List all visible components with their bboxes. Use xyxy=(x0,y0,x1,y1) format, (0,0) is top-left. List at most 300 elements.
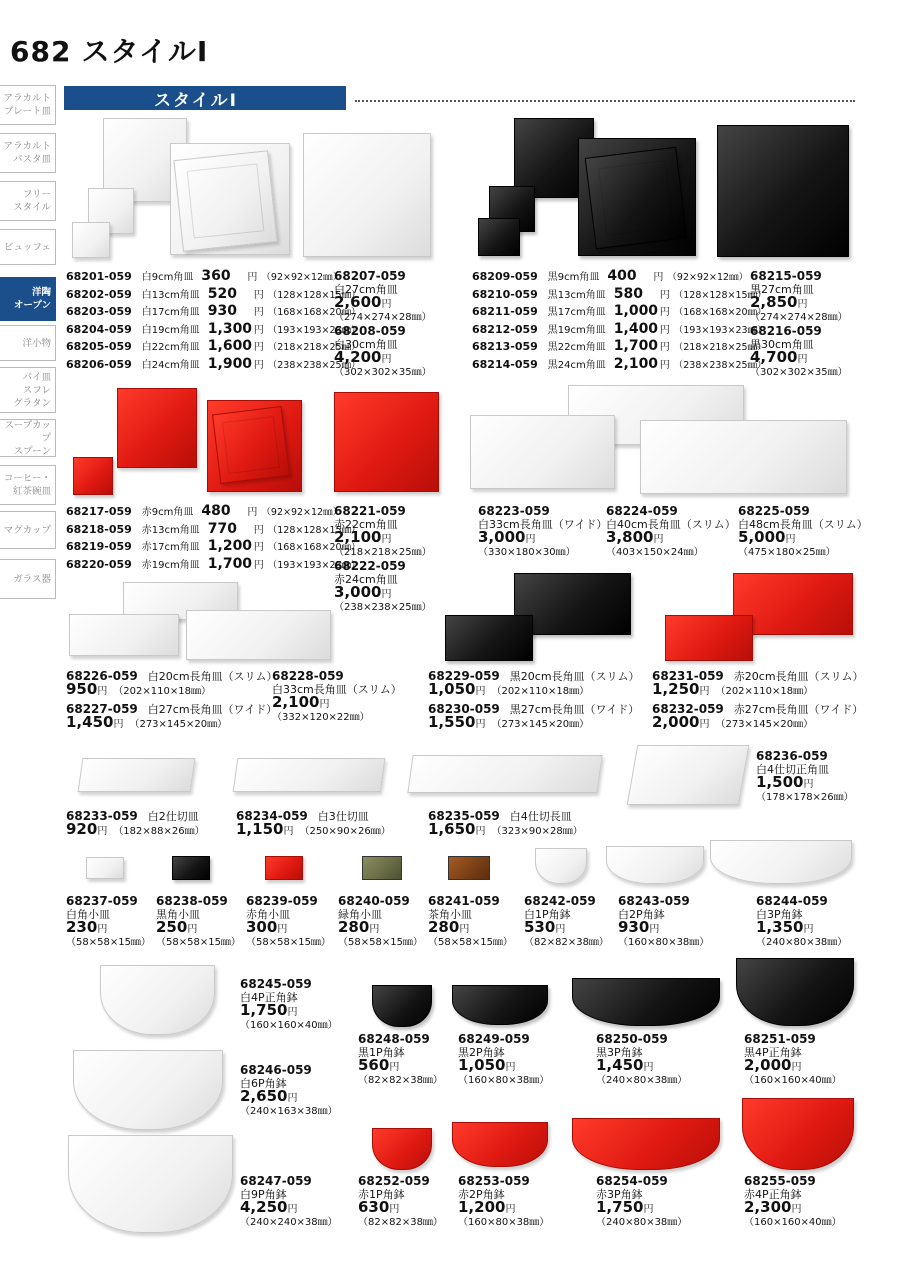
product-name: 黒4P正角鉢 xyxy=(744,1046,802,1059)
product-dimensions: （58×58×15㎜） xyxy=(66,937,151,948)
side-tab-11[interactable]: ガラス器 xyxy=(0,559,56,599)
brown-small-plate-image xyxy=(448,856,490,880)
price-unit: 円 xyxy=(797,354,808,365)
product-code: 68253-059 xyxy=(458,1174,530,1188)
section-divider xyxy=(355,100,855,102)
product-row xyxy=(66,338,361,357)
product-block xyxy=(744,1033,842,1087)
red-bowl-image xyxy=(372,1128,432,1170)
price-unit: 円 xyxy=(659,324,670,336)
product-code: 68224-059 xyxy=(606,504,678,518)
product-code: 68225-059 xyxy=(738,504,810,518)
product-dimensions: （238×238×25㎜） xyxy=(673,360,767,371)
product-price: 280 xyxy=(338,918,370,936)
product-price: 1,600 xyxy=(207,338,253,355)
product-name: 白9cm角皿 xyxy=(141,272,194,283)
red-square-plate-image xyxy=(73,457,113,495)
product-code: 68212-059 xyxy=(472,322,538,336)
product-price: 1,250 xyxy=(652,680,700,698)
product-price: 2,000 xyxy=(652,713,700,731)
product-price: 230 xyxy=(66,918,98,936)
product-name: 白4仕切正角皿 xyxy=(756,763,829,776)
product-code: 68207-059 xyxy=(334,269,406,283)
white-square-plate-image xyxy=(173,150,277,251)
product-name: 白17cm角皿 xyxy=(141,307,200,319)
product-code: 68237-059 xyxy=(66,894,138,908)
product-row xyxy=(472,338,767,357)
price-unit: 円 xyxy=(381,299,392,310)
white-bowl-image xyxy=(100,965,215,1035)
product-dimensions: （160×160×40㎜） xyxy=(240,1020,338,1031)
product-price-line xyxy=(272,693,402,711)
price-unit: 円 xyxy=(253,289,264,301)
product-price: 480 xyxy=(201,503,231,519)
product-price: 1,350 xyxy=(756,918,804,936)
product-block xyxy=(606,505,736,559)
price-unit: 円 xyxy=(475,719,486,730)
white-small-plate-image xyxy=(86,857,124,879)
product-code: 68243-059 xyxy=(618,894,690,908)
product-price: 4,700 xyxy=(750,348,798,366)
product-price: 2,300 xyxy=(744,1198,792,1216)
product-name: 赤角小皿 xyxy=(246,908,290,921)
product-name: 黒27cm長角皿（ワイド） xyxy=(509,703,640,716)
product-name: 黒24cm角皿 xyxy=(547,360,606,371)
product-block xyxy=(652,703,863,731)
side-tab-5[interactable]: 洋陶 オープン xyxy=(0,277,56,321)
product-price: 1,150 xyxy=(236,820,284,838)
white-square-plate-image xyxy=(72,222,110,258)
black-bowl-image xyxy=(372,985,432,1027)
product-dimensions: （238×238×25㎜） xyxy=(334,602,432,613)
product-code: 68211-059 xyxy=(472,305,538,319)
product-code: 68248-059 xyxy=(358,1032,430,1046)
white-bowl-image xyxy=(73,1050,223,1130)
product-block xyxy=(738,505,868,559)
price-unit: 円 xyxy=(659,342,670,354)
product-row xyxy=(66,303,361,322)
side-tab-4[interactable]: ビュッフェ xyxy=(0,229,56,265)
product-dimensions: （82×82×38㎜） xyxy=(358,1217,443,1228)
price-unit: 円 xyxy=(791,1062,802,1073)
product-block xyxy=(652,670,864,698)
product-price: 4,200 xyxy=(334,348,382,366)
white-long-plate-image xyxy=(470,415,615,489)
product-code: 68223-059 xyxy=(478,504,550,518)
product-code: 68226-059 xyxy=(66,669,138,683)
product-dimensions: （274×274×28㎜） xyxy=(334,312,432,323)
product-block xyxy=(524,895,609,949)
product-name: 黒3P角鉢 xyxy=(596,1046,643,1059)
product-block xyxy=(458,1175,549,1229)
product-code: 68204-059 xyxy=(66,322,132,336)
product-price: 3,800 xyxy=(606,528,654,546)
product-name: 黒9cm角皿 xyxy=(547,272,600,283)
product-dimensions: （332×120×22㎜） xyxy=(272,712,370,723)
product-code: 68215-059 xyxy=(750,269,822,283)
product-price: 3,000 xyxy=(478,528,526,546)
white-bowl-image xyxy=(535,848,587,884)
product-code: 68217-059 xyxy=(66,505,132,518)
black-bowl-image xyxy=(736,958,854,1026)
product-name: 白9P角鉢 xyxy=(240,1188,287,1201)
product-dimensions: （240×80×38㎜） xyxy=(596,1217,688,1228)
product-name: 赤22cm角皿 xyxy=(334,518,398,531)
product-code: 68231-059 xyxy=(652,669,724,683)
product-dimensions: （193×193×23㎜） xyxy=(673,324,767,336)
product-price-line xyxy=(66,680,278,698)
side-tab-1[interactable]: アラカルト プレート皿 xyxy=(0,85,56,125)
product-row xyxy=(66,556,361,575)
product-price: 2,100 xyxy=(334,528,382,546)
product-dimensions: （218×218×25㎜） xyxy=(334,547,432,558)
price-unit: 円 xyxy=(283,826,294,837)
product-price: 560 xyxy=(358,1056,390,1074)
product-code: 68247-059 xyxy=(240,1174,312,1188)
product-dimensions: （182×88×26㎜） xyxy=(113,826,205,837)
product-name: 白4仕切長皿 xyxy=(509,810,572,823)
product-name: 赤19cm角皿 xyxy=(141,559,200,571)
price-unit: 円 xyxy=(797,299,808,310)
section-title-bar xyxy=(64,86,346,110)
product-name: 赤20cm長角皿（スリム） xyxy=(733,670,864,683)
product-row xyxy=(66,321,361,340)
product-name: 茶角小皿 xyxy=(428,908,472,921)
product-block xyxy=(66,810,205,838)
black-long-plate-image xyxy=(445,615,533,661)
product-row xyxy=(66,503,342,522)
product-price-line xyxy=(744,1056,842,1074)
product-name: 赤24cm角皿 xyxy=(334,573,398,586)
product-price-line xyxy=(458,1198,549,1216)
product-price-line xyxy=(750,348,848,366)
product-name: 白20cm長角皿（スリム） xyxy=(147,670,278,683)
product-block xyxy=(246,895,331,949)
side-tab-3[interactable]: フリー スタイル xyxy=(0,181,56,221)
price-unit: 円 xyxy=(699,686,710,697)
price-unit: 円 xyxy=(97,924,108,935)
product-block xyxy=(750,270,848,324)
product-block xyxy=(428,703,639,731)
product-row xyxy=(472,321,767,340)
product-code: 68216-059 xyxy=(750,324,822,338)
product-name: 赤3P角鉢 xyxy=(596,1188,643,1201)
side-tab-10[interactable]: マグカップ xyxy=(0,511,56,549)
price-unit: 円 xyxy=(803,924,814,935)
product-code: 68245-059 xyxy=(240,977,312,991)
product-code: 68240-059 xyxy=(338,894,410,908)
product-name: 白3P角鉢 xyxy=(756,908,803,921)
red-bowl-image xyxy=(452,1122,548,1167)
price-unit: 円 xyxy=(381,354,392,365)
black-square-plate-image xyxy=(585,147,688,250)
price-unit: 円 xyxy=(113,719,124,730)
product-dimensions: （160×80×38㎜） xyxy=(458,1217,550,1228)
product-dimensions: （202×110×18㎜） xyxy=(715,686,814,697)
product-dimensions: （178×178×26㎜） xyxy=(756,792,854,803)
product-dimensions: （330×180×30㎜） xyxy=(478,547,576,558)
product-price: 2,650 xyxy=(240,1087,288,1105)
side-tab-6[interactable]: 洋小物 xyxy=(0,325,56,361)
price-unit: 円 xyxy=(659,360,670,371)
page-heading: スタイルⅠ xyxy=(81,35,209,68)
product-price-line xyxy=(66,918,151,936)
price-unit: 円 xyxy=(253,307,264,319)
product-price: 1,450 xyxy=(596,1056,644,1074)
product-name: 黒1P角鉢 xyxy=(358,1046,405,1059)
product-price: 5,000 xyxy=(738,528,786,546)
product-dimensions: （58×58×15㎜） xyxy=(338,937,423,948)
product-code: 68254-059 xyxy=(596,1174,668,1188)
side-tab-2[interactable]: アラカルト パスタ皿 xyxy=(0,133,56,173)
product-block xyxy=(358,1175,443,1229)
green-small-plate-image xyxy=(362,856,402,880)
product-code: 68235-059 xyxy=(428,809,500,823)
price-unit: 円 xyxy=(253,559,264,571)
product-name: 黒2P角鉢 xyxy=(458,1046,505,1059)
page-title xyxy=(10,30,208,70)
product-code: 68241-059 xyxy=(428,894,500,908)
product-row xyxy=(472,303,767,322)
price-unit: 円 xyxy=(389,1204,400,1215)
product-block xyxy=(596,1175,687,1229)
product-block xyxy=(428,670,640,698)
product-code: 68250-059 xyxy=(596,1032,668,1046)
white-large-plate-image xyxy=(303,133,431,257)
product-dimensions: （193×193×23㎜） xyxy=(267,559,361,571)
product-price-line xyxy=(606,528,736,546)
price-unit: 円 xyxy=(97,826,108,837)
product-code: 68239-059 xyxy=(246,894,318,908)
product-block xyxy=(334,270,432,324)
white-bowl-image xyxy=(68,1135,233,1233)
product-price-line xyxy=(334,293,432,311)
product-dimensions: （128×128×15㎜） xyxy=(267,289,361,301)
product-dimensions: （302×302×35㎜） xyxy=(334,367,432,378)
product-price: 400 xyxy=(607,268,637,284)
product-name: 黒22cm角皿 xyxy=(547,342,606,354)
product-code: 68218-059 xyxy=(66,522,132,536)
white-divided-plate-image xyxy=(78,758,196,792)
product-price-line xyxy=(334,348,432,366)
product-price: 770 xyxy=(207,520,237,537)
product-code: 68206-059 xyxy=(66,358,132,371)
product-code: 68242-059 xyxy=(524,894,596,908)
product-price: 1,700 xyxy=(207,555,253,572)
product-dimensions: （302×302×35㎜） xyxy=(750,367,848,378)
product-name: 白2仕切皿 xyxy=(147,810,199,823)
product-row xyxy=(472,268,748,287)
product-name: 黒20cm長角皿（スリム） xyxy=(509,670,640,683)
product-price-line xyxy=(334,528,432,546)
page-number: 682 xyxy=(10,35,72,68)
product-name: 黒13cm角皿 xyxy=(547,289,606,301)
product-price: 1,900 xyxy=(207,356,253,372)
product-code: 68244-059 xyxy=(756,894,828,908)
product-dimensions: （475×180×25㎜） xyxy=(738,547,836,558)
product-dimensions: （240×163×38㎜） xyxy=(240,1106,338,1117)
price-unit: 円 xyxy=(505,1062,516,1073)
product-block xyxy=(240,1175,338,1229)
product-code: 68230-059 xyxy=(428,702,500,716)
product-price: 1,400 xyxy=(613,320,659,337)
product-row xyxy=(66,356,361,375)
product-code: 68221-059 xyxy=(334,504,406,518)
product-name: 白30cm角皿 xyxy=(334,338,398,351)
price-unit: 円 xyxy=(319,699,330,710)
price-unit: 円 xyxy=(803,779,814,790)
product-price: 1,750 xyxy=(596,1198,644,1216)
product-price-line xyxy=(240,1198,338,1216)
product-dimensions: （274×274×28㎜） xyxy=(750,312,848,323)
price-unit: 円 xyxy=(791,1204,802,1215)
price-unit: 円 xyxy=(247,272,258,283)
product-name: 赤13cm角皿 xyxy=(141,524,200,536)
price-unit: 円 xyxy=(287,1007,298,1018)
black-small-plate-image xyxy=(172,856,210,880)
product-code: 68252-059 xyxy=(358,1174,430,1188)
product-code: 68208-059 xyxy=(334,324,406,338)
product-dimensions: （273×145×20㎜） xyxy=(129,719,228,730)
product-dimensions: （273×145×20㎜） xyxy=(491,719,590,730)
product-block xyxy=(756,750,854,804)
price-unit: 円 xyxy=(659,307,670,319)
product-price-line xyxy=(428,713,639,731)
product-name: 白33cm長角皿（ワイド） xyxy=(478,518,608,531)
product-name: 緑角小皿 xyxy=(338,908,382,921)
product-dimensions: （218×218×25㎜） xyxy=(673,342,767,354)
product-dimensions: （82×82×38㎜） xyxy=(524,937,609,948)
product-code: 68238-059 xyxy=(156,894,228,908)
product-price-line xyxy=(750,293,848,311)
product-price: 300 xyxy=(246,918,278,936)
product-dimensions: （128×128×15㎜） xyxy=(267,524,361,536)
product-price: 520 xyxy=(207,285,237,302)
product-price: 250 xyxy=(156,918,188,936)
product-block xyxy=(66,895,151,949)
product-block xyxy=(618,895,709,949)
white-divided-plate-image xyxy=(233,758,386,792)
product-code: 68236-059 xyxy=(756,749,828,763)
product-dimensions: （240×240×38㎜） xyxy=(240,1217,338,1228)
product-block xyxy=(428,895,513,949)
product-price: 4,250 xyxy=(240,1198,288,1216)
product-block xyxy=(338,895,423,949)
product-price-line xyxy=(652,713,863,731)
price-unit: 円 xyxy=(381,534,392,545)
price-unit: 円 xyxy=(253,360,264,371)
white-long-plate-image xyxy=(69,614,179,656)
red-large-plate-image xyxy=(334,392,439,492)
side-tab-8[interactable]: スープカップ スプーン xyxy=(0,419,56,457)
product-dimensions: （58×58×15㎜） xyxy=(428,937,513,948)
product-price: 1,550 xyxy=(428,713,476,731)
product-name: 赤17cm角皿 xyxy=(141,542,200,554)
product-price-line xyxy=(596,1056,687,1074)
product-head xyxy=(66,670,278,683)
product-dimensions: （218×218×25㎜） xyxy=(267,342,361,354)
price-unit: 円 xyxy=(699,719,710,730)
product-dimensions: （273×145×20㎜） xyxy=(715,719,814,730)
product-dimensions: （202×110×18㎜） xyxy=(491,686,590,697)
product-block xyxy=(334,325,432,379)
price-unit: 円 xyxy=(253,542,264,554)
product-price-line xyxy=(66,713,277,731)
price-unit: 円 xyxy=(459,924,470,935)
product-dimensions: （238×238×25㎜） xyxy=(267,360,361,371)
red-square-plate-image xyxy=(117,388,197,468)
price-unit: 円 xyxy=(389,1062,400,1073)
product-price-line xyxy=(428,680,640,698)
product-code: 68229-059 xyxy=(428,669,500,683)
price-unit: 円 xyxy=(253,524,264,536)
product-dimensions: （168×168×20㎜） xyxy=(267,542,361,554)
product-price: 1,750 xyxy=(240,1001,288,1019)
side-tab-9[interactable]: コーヒー・ 紅茶碗皿 xyxy=(0,465,56,505)
product-dimensions: （160×160×40㎜） xyxy=(744,1075,842,1086)
product-block xyxy=(66,670,278,698)
product-price: 930 xyxy=(207,303,237,320)
product-dimensions: （202×110×18㎜） xyxy=(113,686,211,697)
product-price-line xyxy=(428,820,583,838)
price-unit: 円 xyxy=(253,324,264,336)
product-name: 黒27cm角皿 xyxy=(750,283,814,296)
product-price: 1,000 xyxy=(613,303,659,320)
product-code: 68201-059 xyxy=(66,270,132,283)
product-code: 68203-059 xyxy=(66,305,132,319)
red-small-plate-image xyxy=(265,856,303,880)
product-name: 白2P角鉢 xyxy=(618,908,665,921)
product-price-line xyxy=(358,1198,443,1216)
product-name: 白33cm長角皿（スリム） xyxy=(272,683,402,696)
price-unit: 円 xyxy=(659,289,670,301)
price-unit: 円 xyxy=(643,1062,654,1073)
product-block xyxy=(66,703,277,731)
red-square-plate-image xyxy=(212,406,290,484)
product-price: 1,200 xyxy=(207,538,253,555)
side-tab-7[interactable]: パイ皿 スフレ グラタン xyxy=(0,367,56,413)
product-block xyxy=(272,670,402,724)
product-price: 580 xyxy=(613,285,643,302)
product-name: 白22cm角皿 xyxy=(141,342,200,354)
product-block xyxy=(358,1033,443,1087)
product-price-line xyxy=(738,528,868,546)
price-unit: 円 xyxy=(475,826,486,837)
product-code: 68251-059 xyxy=(744,1032,816,1046)
product-block xyxy=(240,1064,338,1118)
price-unit: 円 xyxy=(247,507,258,518)
price-unit: 円 xyxy=(785,534,796,545)
product-price-line xyxy=(66,820,205,838)
product-price: 530 xyxy=(524,918,556,936)
product-block xyxy=(596,1033,687,1087)
product-code: 68219-059 xyxy=(66,540,132,554)
product-block xyxy=(240,978,338,1032)
price-unit: 円 xyxy=(277,924,288,935)
product-price: 1,050 xyxy=(458,1056,506,1074)
product-dimensions: （92×92×12㎜） xyxy=(261,507,343,518)
price-unit: 円 xyxy=(653,272,664,283)
product-dimensions: （168×168×20㎜） xyxy=(673,307,767,319)
product-name: 赤9cm角皿 xyxy=(141,507,194,518)
product-price: 2,100 xyxy=(613,356,659,372)
product-dimensions: （403×150×24㎜） xyxy=(606,547,704,558)
product-code: 68233-059 xyxy=(66,809,138,823)
product-price-line xyxy=(596,1198,687,1216)
price-unit: 円 xyxy=(287,1204,298,1215)
product-dimensions: （92×92×12㎜） xyxy=(667,272,749,283)
white-long-plate-image xyxy=(186,610,331,660)
